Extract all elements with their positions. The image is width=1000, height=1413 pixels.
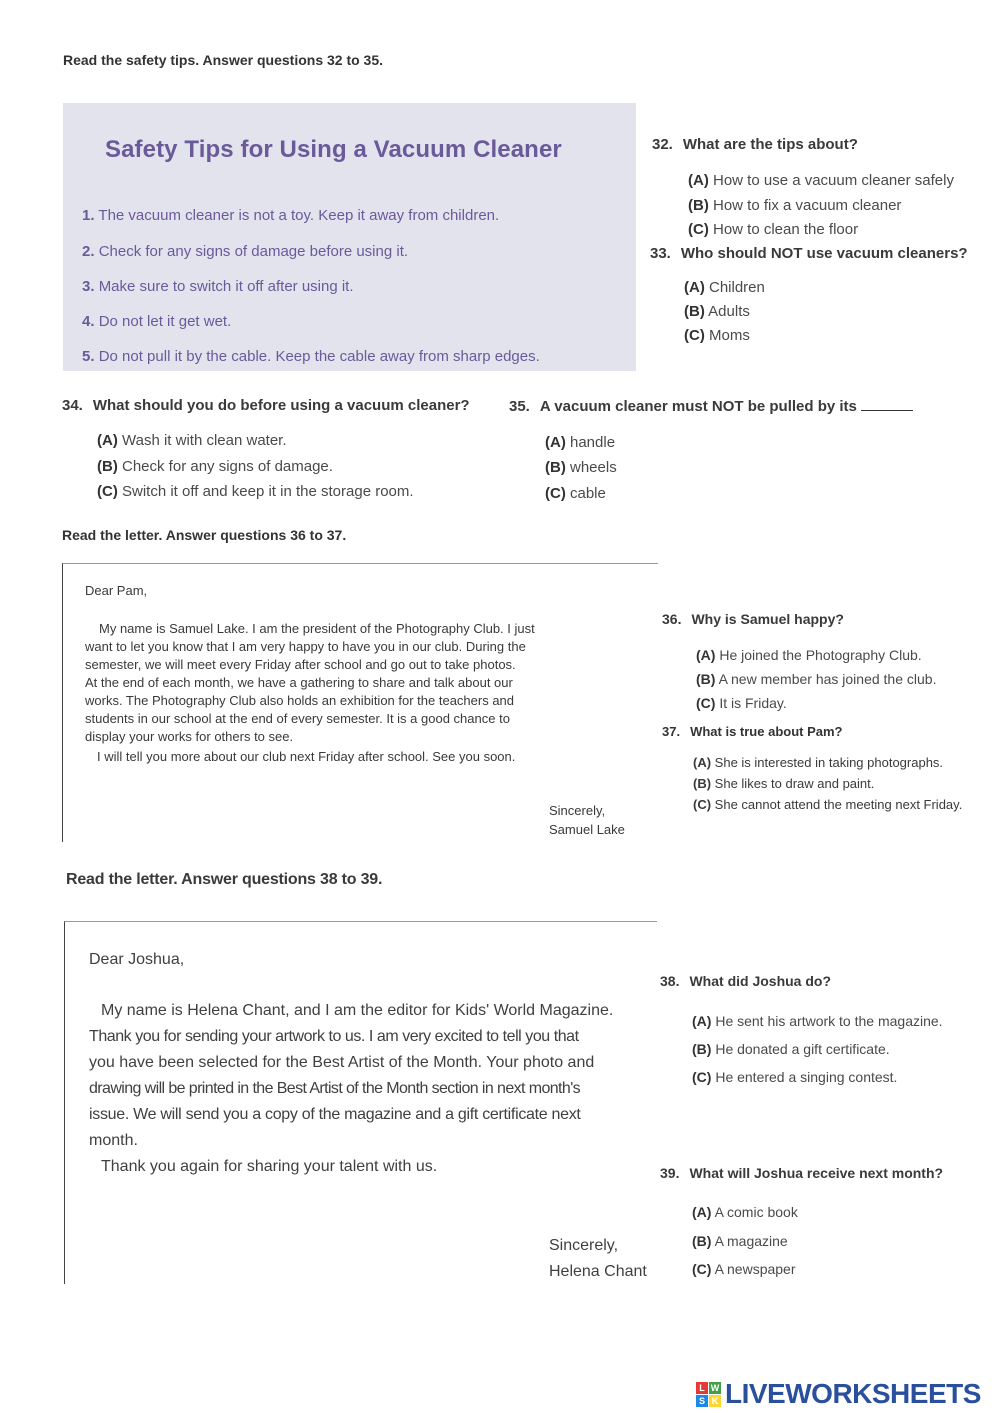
option-39c[interactable]: (C) A newspaper [692, 1261, 796, 1277]
letter-line: display your works for others to see. [85, 729, 294, 744]
safety-tips-box [63, 103, 636, 371]
option-35a[interactable]: (A) handle [545, 434, 616, 451]
tips-title: Safety Tips for Using a Vacuum Cleaner [105, 136, 562, 163]
letter-signature: Helena Chant [549, 1263, 647, 1280]
letter-line: My name is Helena Chant, and I am the editor for Kids' World Magazine. [101, 1002, 614, 1019]
option-32a[interactable]: (A) How to use a vacuum cleaner safely [688, 172, 954, 189]
question-32: 32. What are the tips about? [652, 136, 858, 153]
tip-item: 2. Check for any signs of damage before using it. [82, 243, 409, 260]
question-35: 35. A vacuum cleaner must NOT be pulled by its [509, 398, 913, 415]
letter-greeting: Dear Joshua, [89, 951, 185, 968]
letter-pam [62, 563, 658, 842]
option-34b[interactable]: (B) Check for any signs of damage. [97, 458, 333, 475]
question-37: 37. What is true about Pam? [662, 724, 843, 739]
tip-item: 4. Do not let it get wet. [82, 313, 232, 330]
option-37a[interactable]: (A) She is interested in taking photographs. [693, 755, 944, 770]
question-34: 34. What should you do before using a vacuum cleaner? [62, 397, 470, 414]
option-35c[interactable]: (C) cable [545, 485, 606, 502]
letter-line: you have been selected for the Best Artist of the Month. Your photo and [89, 1054, 595, 1071]
option-39a[interactable]: (A) A comic book [692, 1204, 798, 1220]
letter-line: At the end of each month, we have a gathering to share and talk about our [85, 675, 513, 690]
option-37c[interactable]: (C) She cannot attend the meeting next Friday. [693, 797, 963, 812]
tip-item: 3. Make sure to switch it off after using it. [82, 278, 354, 295]
option-32c[interactable]: (C) How to clean the floor [688, 221, 859, 238]
option-33b[interactable]: (B) Adults [684, 303, 750, 320]
letter-signature: Samuel Lake [549, 822, 625, 837]
option-36a[interactable]: (A) He joined the Photography Club. [696, 647, 922, 663]
letter-line: issue. We will send you a copy of the magazine and a gift certificate next [89, 1106, 581, 1123]
question-36: 36. Why is Samuel happy? [662, 611, 844, 627]
liveworksheets-logo[interactable] [696, 1378, 981, 1410]
logo-icon: L W S K [696, 1382, 721, 1407]
option-38a[interactable]: (A) He sent his artwork to the magazine. [692, 1013, 943, 1029]
letter-closing: Sincerely, [549, 1237, 619, 1254]
letter-line: month. [89, 1132, 138, 1149]
question-33: 33. Who should NOT use vacuum cleaners? [650, 245, 968, 262]
option-37b[interactable]: (B) She likes to draw and paint. [693, 776, 875, 791]
letter-closing: Sincerely, [549, 803, 606, 818]
answer-blank[interactable] [861, 398, 913, 411]
option-35b[interactable]: (B) wheels [545, 459, 617, 476]
option-34c[interactable]: (C) Switch it off and keep it in the storage room. [97, 483, 414, 500]
option-32b[interactable]: (B) How to fix a vacuum cleaner [688, 197, 902, 214]
option-36c[interactable]: (C) It is Friday. [696, 695, 787, 711]
question-39: 39. What will Joshua receive next month? [660, 1165, 944, 1181]
tip-item: 1. The vacuum cleaner is not a toy. Keep it away from children. [82, 207, 500, 224]
letter-line: My name is Samuel Lake. I am the president of the Photography Club. I just [99, 621, 535, 636]
question-38: 38. What did Joshua do? [660, 973, 832, 989]
letter-line: students in our school at the end of every semester. It is a good chance to [85, 711, 510, 726]
option-36b[interactable]: (B) A new member has joined the club. [696, 671, 937, 687]
letter-line: semester, we will meet every Friday after school and go out to take photos. [85, 657, 516, 672]
letter-line: drawing will be printed in the Best Artist of the Month section in next month's [89, 1080, 581, 1097]
letter-line: Thank you for sending your artwork to us. I am very excited to tell you that [89, 1028, 579, 1045]
letter-line: Thank you again for sharing your talent with us. [101, 1158, 438, 1175]
option-39b[interactable]: (B) A magazine [692, 1233, 788, 1249]
option-38c[interactable]: (C) He entered a singing contest. [692, 1069, 898, 1085]
logo-text: LIVEWORKSHEETS [725, 1378, 981, 1409]
instruction-38-39: Read the letter. Answer questions 38 to 39. [66, 871, 383, 888]
option-38b[interactable]: (B) He donated a gift certificate. [692, 1041, 890, 1057]
instruction-32-35: Read the safety tips. Answer questions 32 to 35. [63, 52, 384, 68]
option-33a[interactable]: (A) Children [684, 279, 765, 296]
letter-line: works. The Photography Club also holds an exhibition for the teachers and [85, 693, 515, 708]
option-33c[interactable]: (C) Moms [684, 327, 750, 344]
tip-item: 5. Do not pull it by the cable. Keep the cable away from sharp edges. [82, 348, 540, 365]
letter-joshua [64, 921, 657, 1284]
letter-line: I will tell you more about our club next Friday after school. See you soon. [97, 749, 516, 764]
option-34a[interactable]: (A) Wash it with clean water. [97, 432, 287, 449]
letter-line: want to let you know that I am very happy to have you in our club. During the [85, 639, 526, 654]
instruction-36-37: Read the letter. Answer questions 36 to 37. [62, 527, 347, 543]
letter-greeting: Dear Pam, [85, 583, 148, 598]
